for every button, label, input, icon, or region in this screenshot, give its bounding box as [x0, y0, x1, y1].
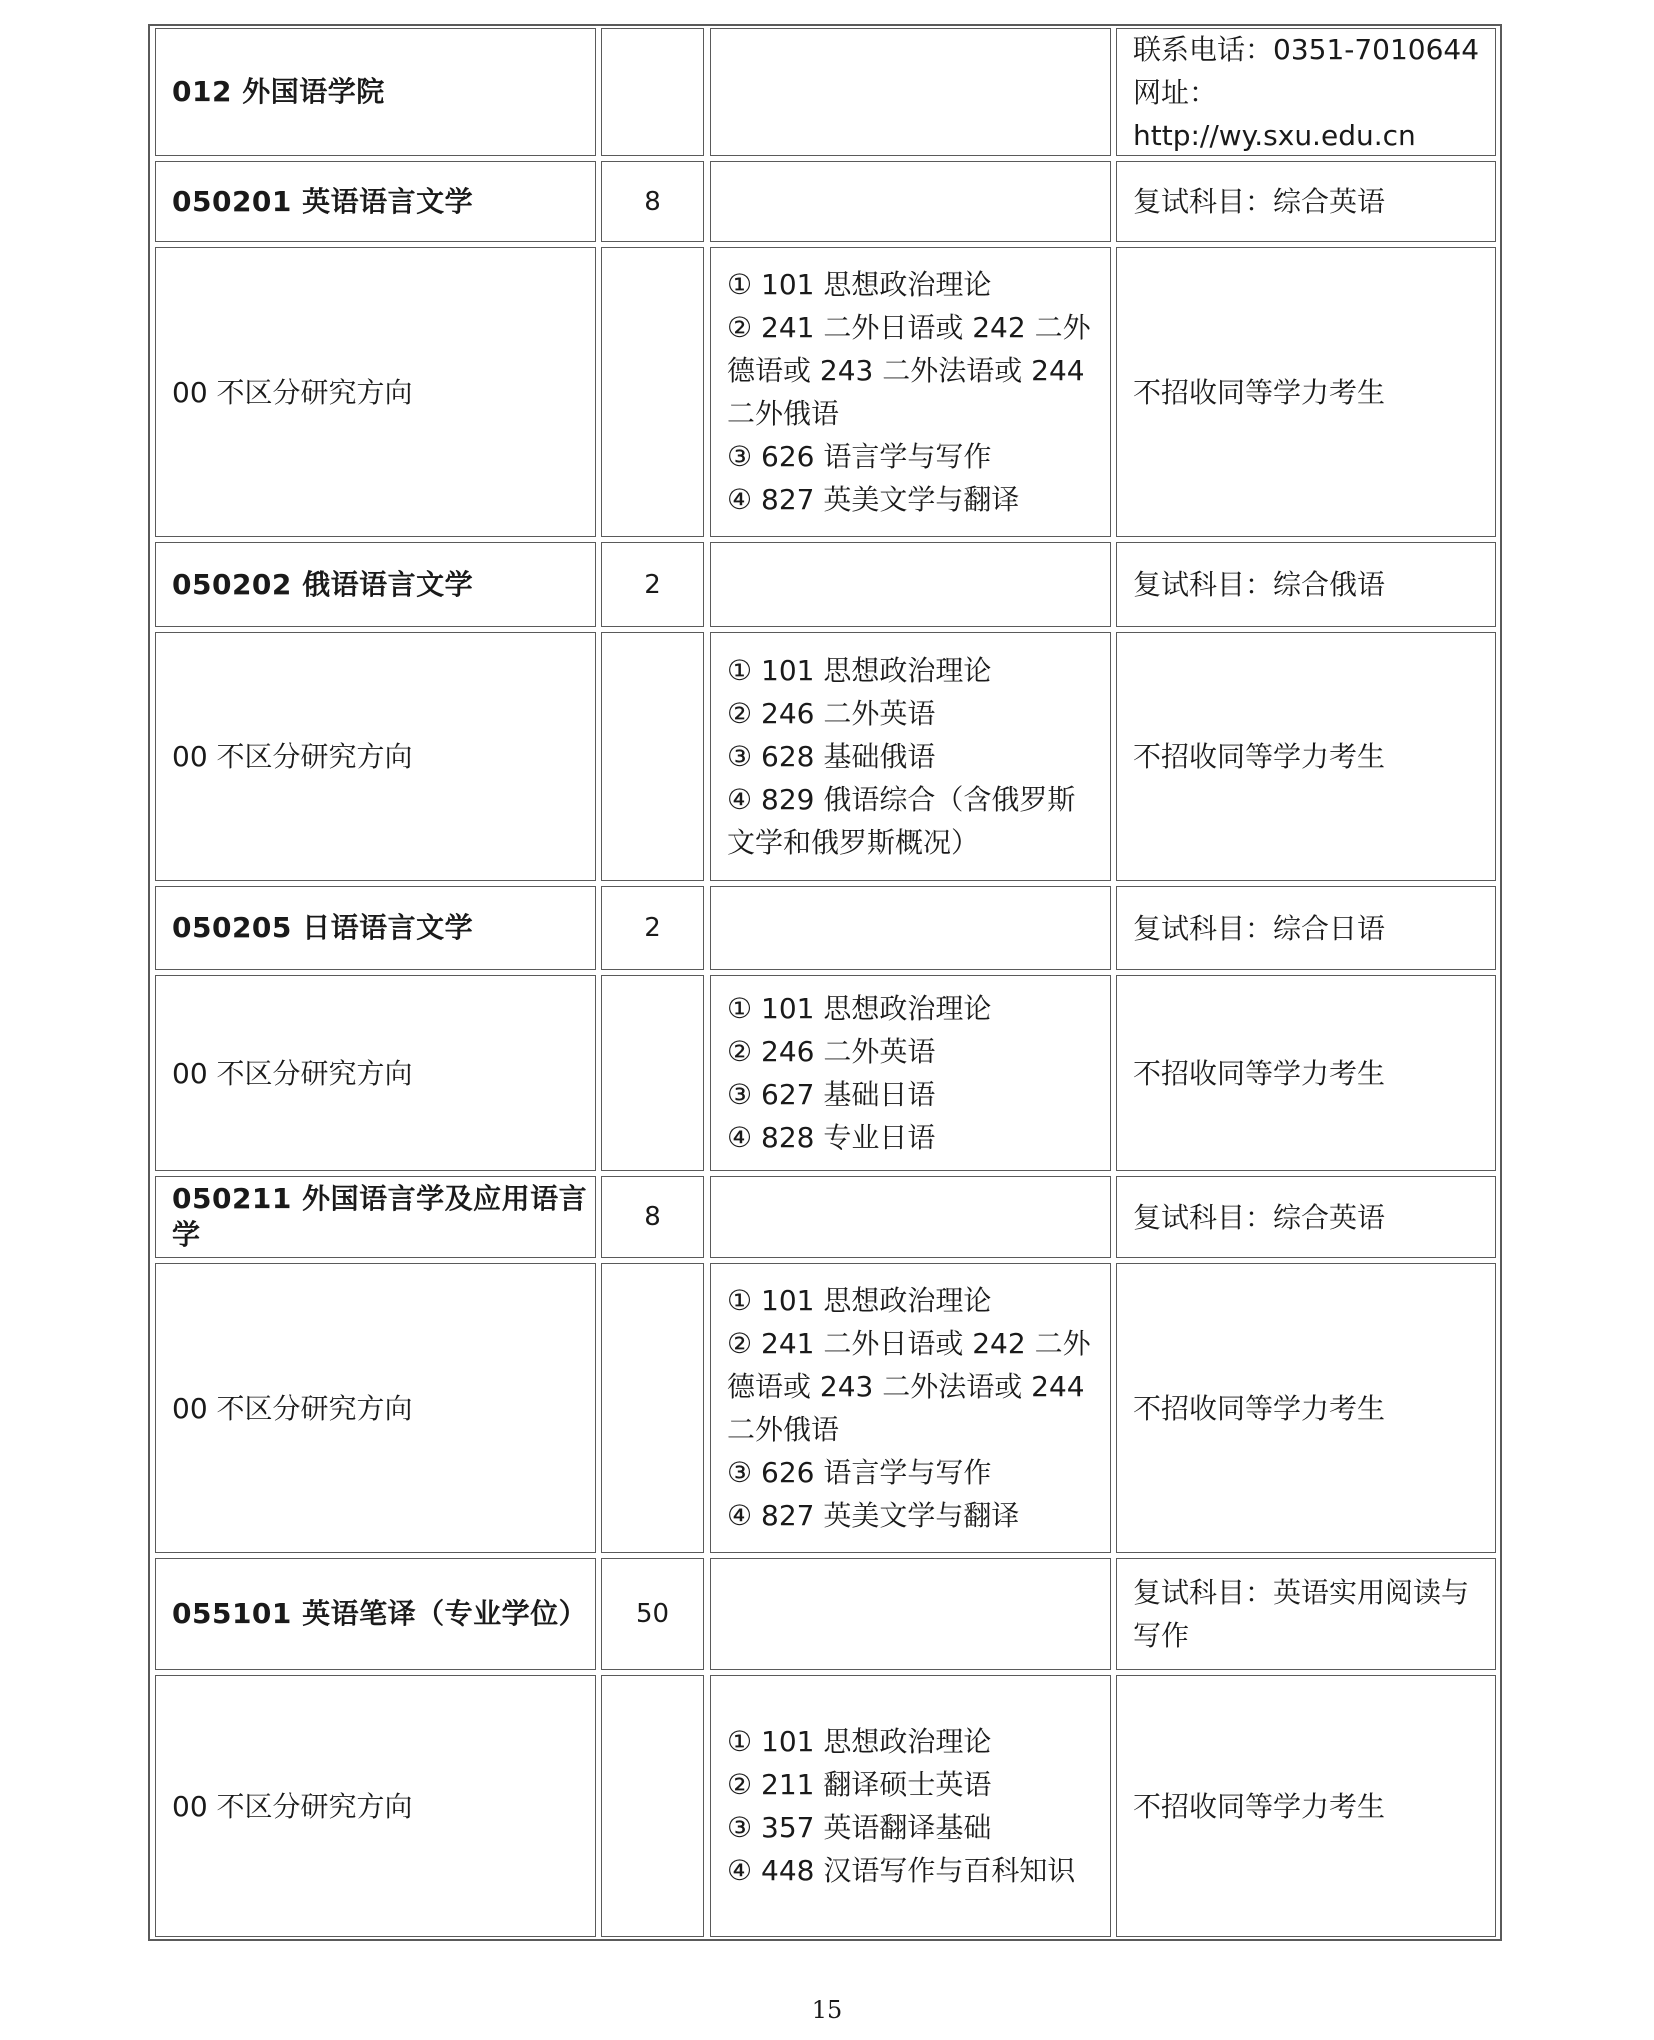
- program-quota-cell: [601, 1558, 704, 1670]
- page-number: 15: [811, 1996, 843, 2024]
- admission-note: 不招收同等学力考生: [1133, 1391, 1386, 1425]
- exam-subjects-cell: [710, 247, 1111, 537]
- program-quota: 2: [644, 569, 661, 600]
- exam-line: ④ 448 汉语写作与百科知识: [727, 1854, 1076, 1887]
- exam-line: ③ 357 英语翻译基础: [727, 1811, 992, 1844]
- exam-line: ② 246 二外英语: [727, 697, 936, 730]
- exam-line: 德语或 243 二外法语或 244: [727, 1370, 1085, 1403]
- exam-subjects-cell: [710, 1675, 1111, 1937]
- research-direction: 00 不区分研究方向: [172, 375, 413, 409]
- admission-note: 不招收同等学力考生: [1133, 1789, 1386, 1823]
- program-code-name: 050202 俄语语言文学: [172, 567, 474, 601]
- college-name: 012 外国语学院: [172, 75, 385, 108]
- program-blank-cell: [710, 1176, 1111, 1258]
- direction-quota-cell: [601, 1675, 704, 1937]
- program-title-cell: [155, 161, 596, 242]
- program-quota: 8: [644, 186, 661, 217]
- college-quota-cell: [601, 28, 704, 156]
- direction-cell: [155, 247, 596, 537]
- program-blank-cell: [710, 161, 1111, 242]
- exam-line: 德语或 243 二外法语或 244: [727, 354, 1085, 387]
- note-cell: [1116, 632, 1496, 881]
- direction-cell: [155, 975, 596, 1171]
- exam-line: ④ 828 专业日语: [727, 1121, 936, 1154]
- note-cell: [1116, 247, 1496, 537]
- exam-line: ② 241 二外日语或 242 二外: [727, 311, 1091, 344]
- exam-line: ④ 827 英美文学与翻译: [727, 483, 1020, 516]
- program-blank-cell: [710, 542, 1111, 627]
- exam-line: ② 211 翻译硕士英语: [727, 1768, 992, 1801]
- program-quota: 50: [635, 1599, 670, 1629]
- program-retest: 复试科目：综合英语: [1133, 185, 1386, 218]
- exam-line: ③ 627 基础日语: [727, 1078, 936, 1111]
- program-retest-cell: [1116, 1558, 1496, 1670]
- program-title-cell: [155, 886, 596, 970]
- research-direction: 00 不区分研究方向: [172, 1056, 413, 1090]
- exam-line: ① 101 思想政治理论: [727, 1725, 992, 1758]
- program-retest-cell: [1116, 542, 1496, 627]
- exam-line: 二外俄语: [727, 1413, 840, 1446]
- program-retest-cell: [1116, 1176, 1496, 1258]
- program-quota-cell: [601, 542, 704, 627]
- exam-line: ② 246 二外英语: [727, 1035, 936, 1068]
- contact-website: 网址：http://wy.sxu.edu.cn: [1133, 75, 1416, 152]
- direction-quota-cell: [601, 975, 704, 1171]
- direction-cell: [155, 1675, 596, 1937]
- program-code-name: 050211 外国语言学及应用语言: [172, 1182, 588, 1215]
- exam-line: ③ 628 基础俄语: [727, 740, 936, 773]
- college-contact-cell: [1116, 28, 1496, 156]
- program-retest-cell: [1116, 161, 1496, 242]
- program-quota: 8: [644, 1202, 661, 1232]
- program-code-name: 050205 日语语言文学: [172, 911, 474, 944]
- note-cell: [1116, 1675, 1496, 1937]
- program-title-cell: [155, 542, 596, 627]
- program-quota-cell: [601, 886, 704, 970]
- program-retest-cell: [1116, 886, 1496, 970]
- college-name-cell: [155, 28, 596, 156]
- direction-quota-cell: [601, 632, 704, 881]
- contact-phone: 联系电话：0351-7010644: [1133, 32, 1480, 66]
- program-title-cell: [155, 1176, 596, 1258]
- direction-quota-cell: [601, 1263, 704, 1553]
- program-retest: 复试科目：英语实用阅读与: [1133, 1576, 1470, 1609]
- exam-line: ① 101 思想政治理论: [727, 654, 992, 687]
- program-code-name-cont: 学: [172, 1218, 201, 1251]
- program-code-name: 055101 英语笔译（专业学位）: [172, 1597, 588, 1630]
- admission-note: 不招收同等学力考生: [1133, 1056, 1386, 1090]
- program-quota: 2: [644, 913, 661, 943]
- direction-quota-cell: [601, 247, 704, 537]
- note-cell: [1116, 975, 1496, 1171]
- exam-line: ③ 626 语言学与写作: [727, 440, 992, 473]
- exam-subjects-cell: [710, 1263, 1111, 1553]
- exam-line: ① 101 思想政治理论: [727, 1284, 992, 1317]
- program-quota-cell: [601, 1176, 704, 1258]
- exam-line: ② 241 二外日语或 242 二外: [727, 1327, 1091, 1360]
- program-quota-cell: [601, 161, 704, 242]
- admission-note: 不招收同等学力考生: [1133, 740, 1386, 773]
- program-retest: 复试科目：综合英语: [1133, 1200, 1386, 1234]
- research-direction: 00 不区分研究方向: [172, 1789, 413, 1823]
- program-retest: 复试科目：综合俄语: [1133, 568, 1386, 601]
- program-retest: 复试科目：综合日语: [1133, 911, 1386, 945]
- exam-line: ① 101 思想政治理论: [727, 992, 992, 1025]
- exam-subjects-cell: [710, 632, 1111, 881]
- program-blank-cell: [710, 886, 1111, 970]
- exam-line: ④ 829 俄语综合（含俄罗斯: [727, 783, 1076, 816]
- admission-note: 不招收同等学力考生: [1133, 375, 1386, 409]
- research-direction: 00 不区分研究方向: [172, 740, 413, 773]
- program-retest-cont: 写作: [1133, 1619, 1190, 1652]
- exam-line: 文学和俄罗斯概况）: [727, 826, 980, 859]
- program-title-cell: [155, 1558, 596, 1670]
- program-blank-cell: [710, 1558, 1111, 1670]
- program-code-name: 050201 英语语言文学: [172, 184, 474, 218]
- direction-cell: [155, 1263, 596, 1553]
- note-cell: [1116, 1263, 1496, 1553]
- research-direction: 00 不区分研究方向: [172, 1391, 413, 1425]
- exam-line: 二外俄语: [727, 397, 840, 430]
- college-exams-cell: [710, 28, 1111, 156]
- exam-line: ③ 626 语言学与写作: [727, 1456, 992, 1489]
- exam-subjects-cell: [710, 975, 1111, 1171]
- exam-line: ① 101 思想政治理论: [727, 268, 992, 301]
- exam-line: ④ 827 英美文学与翻译: [727, 1499, 1020, 1532]
- direction-cell: [155, 632, 596, 881]
